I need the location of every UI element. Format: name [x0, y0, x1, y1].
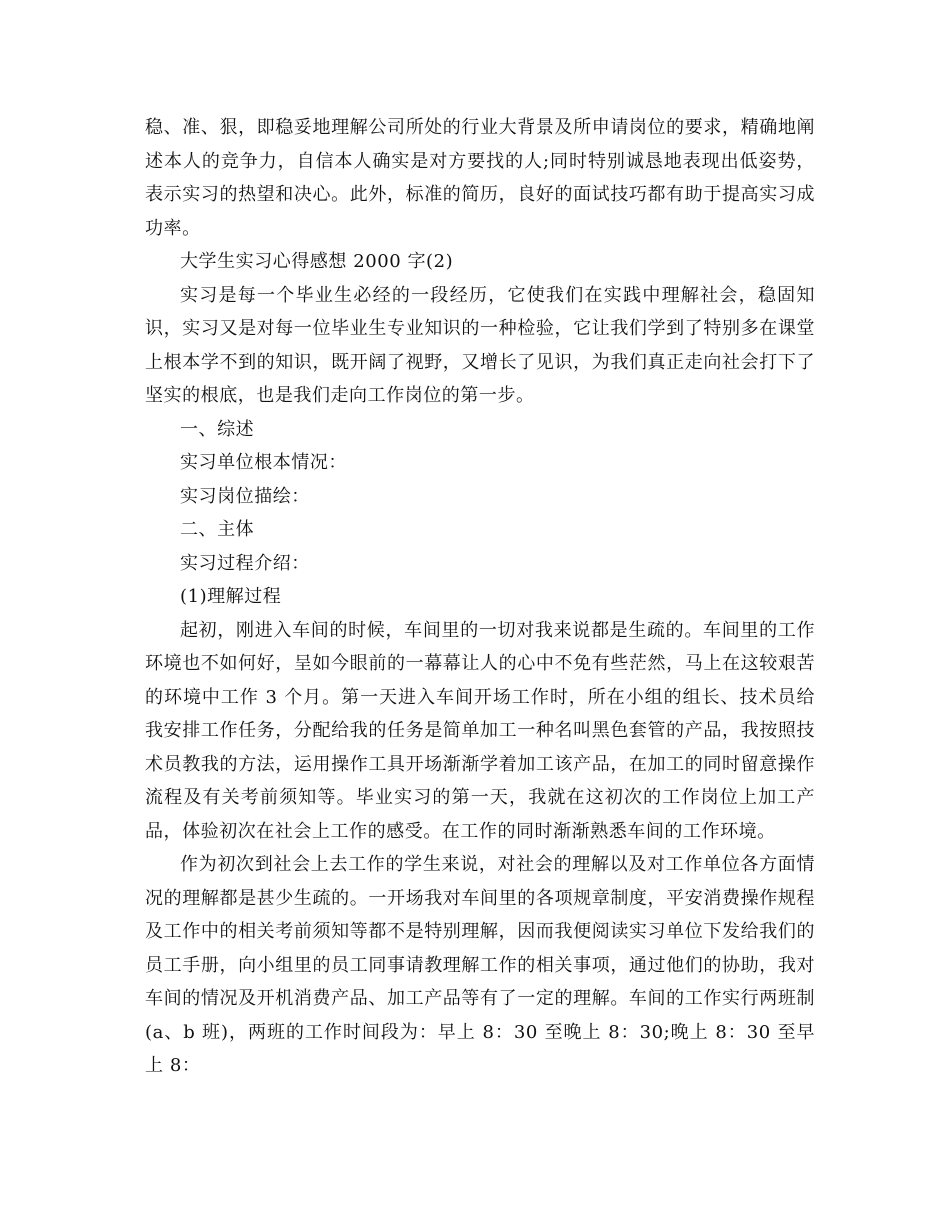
- document-body: [145, 111, 815, 1083]
- item-position-desc: 实习岗位描绘：: [180, 485, 310, 507]
- heading-main-body: 二、主体: [180, 519, 255, 540]
- subheading-understanding: (1)理解过程: [180, 586, 282, 607]
- section-title: 大学生实习心得感想 2000 字(2): [180, 251, 454, 272]
- heading-overview: 一、综述: [180, 418, 255, 440]
- paragraph-intro: 实习是每一个毕业生必经的一段经历，它使我们在实践中理解社会，稳固知识，实习又是对每一位毕业生专业知识的一种检验，它让我们学到了特别多在课堂上根本学不到的知识，既开阔了视野，又增长了见识，为我们真正走向社会打下了坚实的根底，也是我们走向工作岗位的第一步。: [145, 284, 815, 406]
- item-process-intro: 实习过程介绍：: [180, 552, 310, 574]
- item-unit-info: 实习单位根本情况：: [180, 452, 347, 473]
- paragraph-learning: 作为初次到社会上去工作的学生来说，对社会的理解以及对工作单位各方面情况的理解都是甚少生疏的。一开场我对车间里的各项规章制度，平安消费操作规程及工作中的相关考前须知等都不是特别理解，因而我便阅读实习单位下发给我们的员工手册，向小组里的员工同事请教理解工作的相关事项，通过他们的协助，我对车间的情况及开机消费产品、加工产品等有了一定的理解。车间的工作实行两班制(a、b 班)，两班的工作时间段为：早上 8：30 至晚上 8：30;晚上 8：30 至早上 8：: [145, 854, 815, 1076]
- paragraph-first-day: 起初，刚进入车间的时候，车间里的一切对我来说都是生疏的。车间里的工作环境也不如何好，呈如今眼前的一幕幕让人的心中不免有些茫然，马上在这较艰苦的环境中工作 3 个月。第一天进入车间开场工作时，所在小组的组长、技术员给我安排工作任务，分配给我的任务是简单加工一种名叫黑色套管的产品，我按照技术员教我的方法，运用操作工具开场渐渐学着加工该产品，在加工的同时留意操作流程及有关考前须知等。毕业实习的第一天，我就在这初次的工作岗位上加工产品，体验初次在社会上工作的感受。在工作的同时渐渐熟悉车间的工作环境。: [145, 619, 815, 842]
- paragraph-continuation: 稳、准、狠，即稳妥地理解公司所处的行业大背景及所申请岗位的要求，精确地阐述本人的竞争力，自信本人确实是对方要找的人;同时特别诚恳地表现出低姿势，表示实习的热望和决心。此外，标准的简历，良好的面试技巧都有助于提高实习成功率。: [145, 117, 815, 239]
